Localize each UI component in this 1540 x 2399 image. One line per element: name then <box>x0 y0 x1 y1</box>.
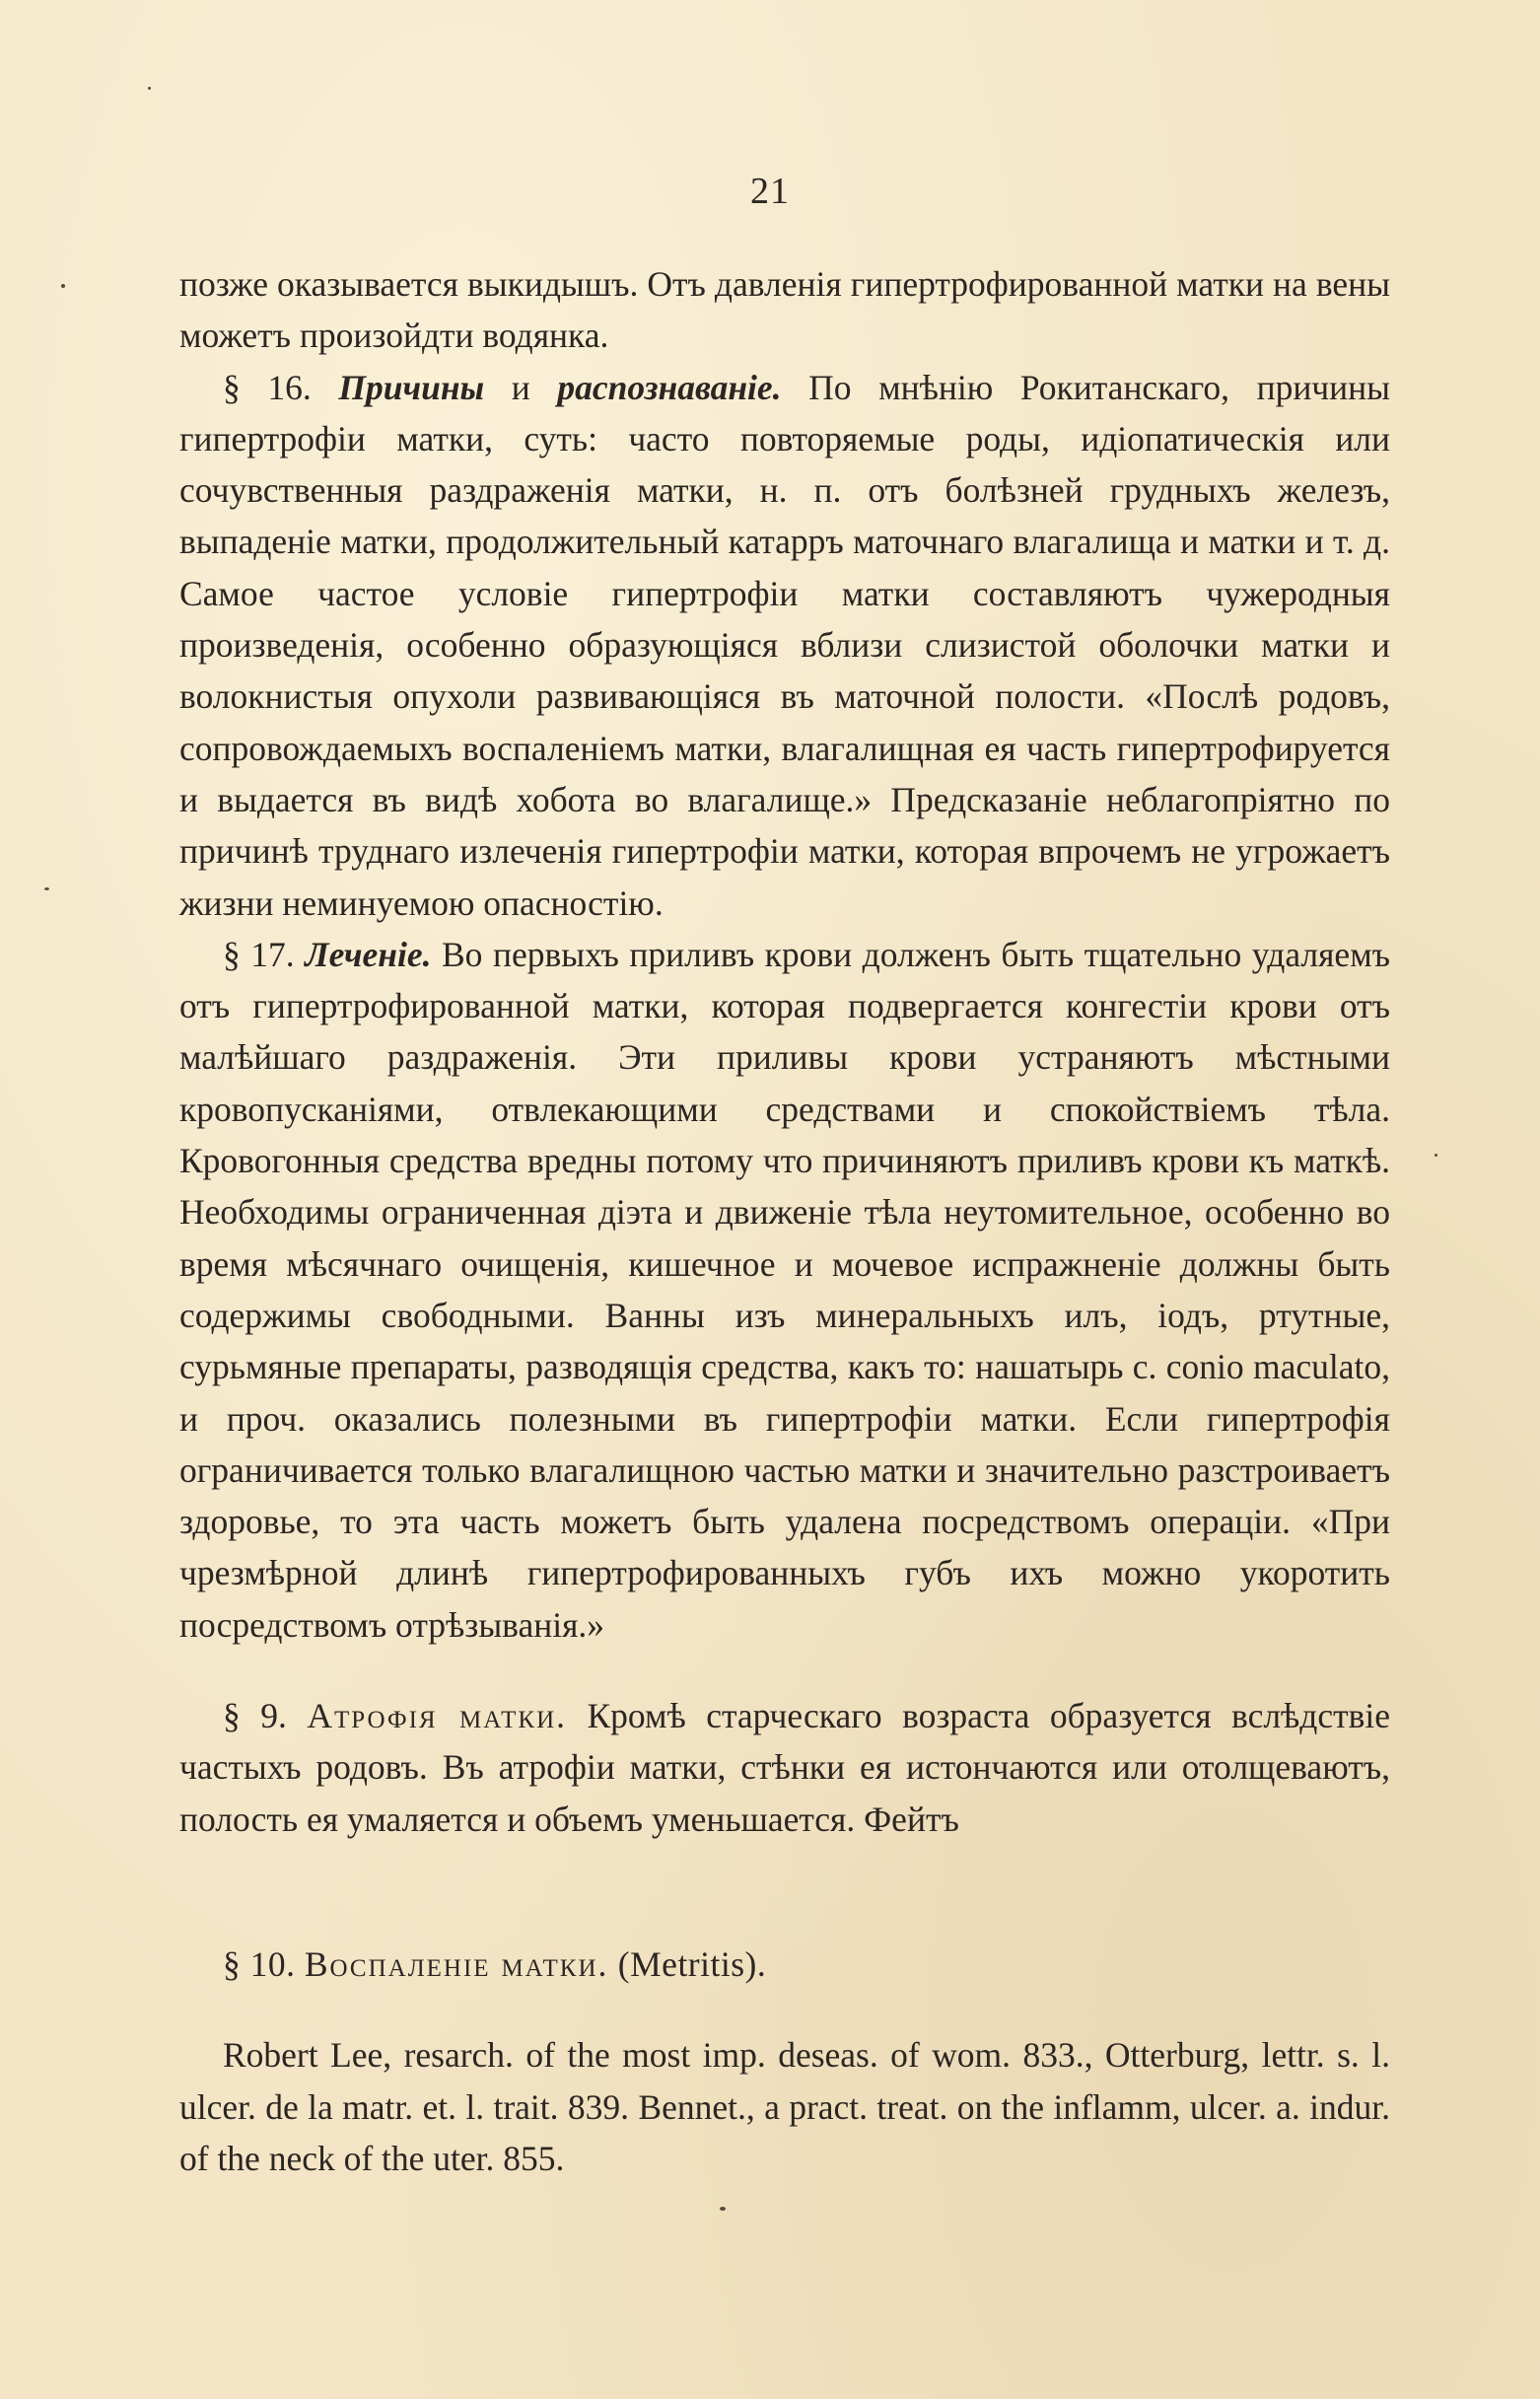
references-paragraph: Robert Lee, resarch. of the most imp. deseas. of wom. 833., Otterburg, lettr. s. l. ulcer. de la matr. et. l. trait. 839. Bennet., a pract. treat. on the inflamm, ulcer. a. indur. of the neck of the uter. 855. <box>179 2035 1390 2179</box>
section-10-title: Воспаленіе матки. <box>304 1943 609 1984</box>
section-16-body: По мнѣнію Рокитанскаго, причины гипертрофіи матки, суть: часто повторяемые роды, идіопатическія или сочувственныя раздраженія матки, н. п. отъ болѣзней грудныхъ железъ, выпаденіе матки, продолжительный катарръ маточнаго влагалища и матки и т. д. Самое частое условіе гипертрофіи матки составляютъ чужеродныя произведенія, особенно образующіяся вблизи слизистой оболочки матки и волокнистыя опухоли развивающіяся въ маточной полости. «Послѣ родовъ, сопровождаемыхъ воспаленіемъ матки, влагалищная ея часть гипертрофируется и выдается въ видѣ хобота во влагалище.» Предсказаніе неблагопріятно по причинѣ труднаго излеченія гипертрофіи матки, которая впрочемъ не угрожаетъ жизни неминуемою опасностію. <box>179 367 1391 923</box>
section-16-conjunction: и <box>484 367 558 407</box>
section-10-heading <box>179 1939 1390 1990</box>
section-16-paragraph <box>179 362 1390 929</box>
page-number: 21 <box>750 171 790 212</box>
section-9-paragraph <box>179 1690 1390 1845</box>
spacer <box>179 1990 1390 2029</box>
section-9-body: Кромѣ старческаго возраста образуется вслѣдствіе частыхъ родовъ. Въ атрофіи матки, стѣнки ея истончаются или отолщеваютъ, полость ея умаляется и объемъ уменьшается. Фейтъ <box>179 1696 1391 1839</box>
section-10-number: § 10. <box>223 1943 296 1984</box>
paper-speck <box>148 87 151 90</box>
section-9-number: § 9. <box>223 1696 287 1736</box>
section-16-number: § 16. <box>223 367 312 407</box>
section-17-number: § 17. <box>223 934 295 974</box>
section-9-title: Атрофія матки. <box>307 1696 568 1736</box>
spacer <box>179 1845 1390 1939</box>
section-17-body: Во первыхъ приливъ крови долженъ быть тщательно удаляемъ отъ гипертрофированной матки, которая подвергается конгестіи крови отъ малѣйшаго раздраженія. Эти приливы крови устраняютъ мѣстными кровопусканіями, отвлекающими средствами и спокойствіемъ тѣла. Кровогонныя средства вредны потому что причиняютъ приливъ крови къ маткѣ. Необходимы ограниченная діэта и движеніе тѣла неутомительное, особенно во время мѣсячнаго очищенія, кишечное и мочевое испражненіе должны быть содержимы свободными. Ванны изъ минеральныхъ илъ, іодъ, ртутные, сурьмяные препараты, разводящія средства, какъ то: нашатырь с. conio maculato, и проч. оказались полезными въ гипертрофіи матки. Если гипертрофія ограничивается только влагалищною частью матки и значительно разстроиваетъ здоровье, то эта часть можетъ быть удалена посредствомъ операціи. «При чрезмѣрной длинѣ гипертрофированныхъ губъ ихъ можно укоротить посредствомъ отрѣзыванія.» <box>179 934 1391 1645</box>
text-body <box>179 258 1390 2185</box>
section-16-title-causes: Причины <box>338 367 485 407</box>
paper-speck <box>720 2207 726 2211</box>
paper-speck <box>44 887 49 890</box>
paper-speck <box>61 284 65 288</box>
paper-speck <box>1435 1154 1437 1157</box>
opening-paragraph: позже оказывается выкидышъ. Отъ давленія гипертрофированной матки на вены можетъ произойдти водянка. <box>179 264 1390 356</box>
section-17-title: Леченіе. <box>305 934 432 974</box>
section-16-title-diagnosis: распознаваніе. <box>557 367 782 407</box>
section-10-latin: (Metritis). <box>608 1943 767 1984</box>
spacer <box>179 1651 1390 1690</box>
section-17-paragraph <box>179 929 1390 1651</box>
